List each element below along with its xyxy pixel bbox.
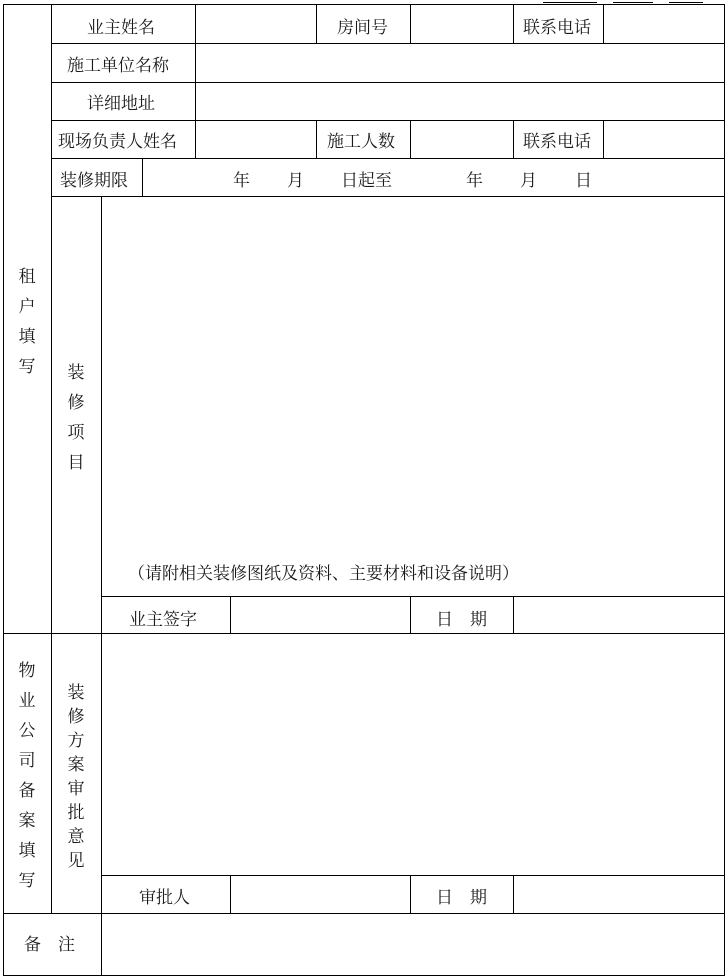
period-field[interactable] [143, 159, 724, 196]
worker-count-label: 施工人数 [327, 132, 395, 152]
approver-label: 审批人 [139, 888, 190, 908]
address-label: 详细地址 [87, 94, 155, 114]
period-label: 装修期限 [60, 171, 128, 191]
phone-label-2: 联系电话 [523, 132, 591, 152]
period-year-1: 年 [233, 171, 250, 191]
project-label: 装修项目 [67, 363, 85, 473]
owner-signature-field[interactable] [231, 597, 410, 633]
period-day-from: 日起至 [341, 171, 392, 191]
period-year-2: 年 [466, 171, 483, 191]
date-label-1: 日 期 [436, 610, 487, 630]
date-label-2: 日 期 [436, 888, 487, 908]
room-no-field[interactable] [411, 5, 513, 43]
project-note: （请附相关装修图纸及资料、主要材料和设备说明） [128, 564, 519, 584]
project-field[interactable] [102, 197, 724, 596]
period-month-1: 月 [287, 171, 304, 191]
construction-unit-field[interactable] [196, 44, 724, 82]
period-day-2: 日 [575, 171, 592, 191]
date-field-2[interactable] [514, 876, 724, 913]
apr-div-2 [410, 875, 411, 914]
col-line-right [724, 4, 725, 976]
phone-label-1: 联系电话 [523, 18, 591, 38]
row-line-bottom [3, 975, 725, 976]
construction-unit-label: 施工单位名称 [67, 56, 169, 76]
r1-div-2 [316, 4, 317, 44]
tenant-section-label: 租户填写 [18, 267, 36, 377]
r1-div-4 [513, 4, 514, 44]
period-month-2: 月 [520, 171, 537, 191]
site-manager-label: 现场负责人姓名 [58, 132, 177, 152]
approval-label: 装修方案审批意见 [67, 683, 85, 871]
approval-field[interactable] [102, 634, 724, 875]
date-field-1[interactable] [514, 597, 724, 633]
top-rule-1 [543, 2, 597, 3]
top-rule-3 [669, 2, 703, 3]
approver-field[interactable] [231, 876, 410, 913]
phone-field-2[interactable] [604, 121, 724, 158]
owner-name-field[interactable] [196, 5, 316, 43]
top-rule-2 [613, 2, 653, 3]
site-manager-field[interactable] [196, 121, 316, 158]
owner-name-label: 业主姓名 [87, 18, 155, 38]
property-section-label: 物业公司备案填写 [18, 661, 36, 891]
col-line-left [3, 4, 4, 976]
room-no-label: 房间号 [337, 18, 388, 38]
remarks-label: 备 注 [24, 935, 75, 955]
phone-field-1[interactable] [604, 5, 724, 43]
worker-count-field[interactable] [411, 121, 513, 158]
remarks-field[interactable] [102, 914, 724, 975]
owner-signature-label: 业主签字 [129, 610, 197, 630]
sig-div-2 [410, 596, 411, 634]
r4-div-2 [316, 120, 317, 159]
r4-div-4 [513, 120, 514, 159]
col-line-section [51, 4, 52, 914]
address-field[interactable] [196, 83, 724, 120]
